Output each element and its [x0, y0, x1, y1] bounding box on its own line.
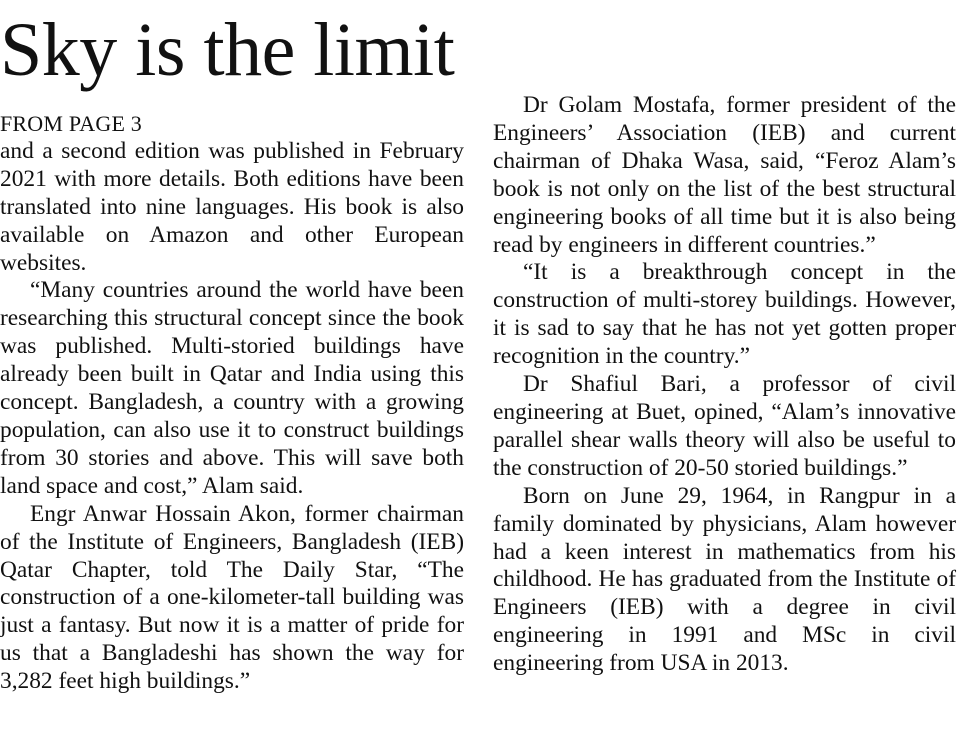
paragraph-left-3: Engr Anwar Hossain Akon, former chairman of the Institute of Engineers, Bangladesh (IEB) Qatar Chapter, told The Daily Star, “The construction of a one-kilometer-tall building was just a fantasy. But now it is a matter of pride for us that a Bangladeshi has shown the way for 3,282 feet high buildings.” [0, 500, 464, 695]
paragraph-right-3: Dr Shafiul Bari, a professor of civil engineering at Buet, opined, “Alam’s innovative parallel shear walls theory will also be useful to the construction of 20-50 storied buildings.” [493, 371, 956, 481]
paragraph-left-2: “Many countries around the world have been researching this structural concept since the book was published. Multi-storied buildings have already been built in Qatar and India using this concept. Bangladesh, a country with a growing population, can also use it to construct buildings from 30 stories and above. This will save both land space and cost,” Alam said. [0, 277, 464, 499]
dateline: FROM PAGE 3 [0, 111, 142, 136]
paragraph-right-2: “It is a breakthrough concept in the construction of multi-storey buildings. However, it is sad to say that he has not yet gotten proper recognition in the country.” [493, 259, 956, 370]
paragraph-right-1: Dr Golam Mostafa, former president of the Engineers’ Association (IEB) and current chairman of Dhaka Wasa, said, “Feroz Alam’s book is not only on the list of the best structural engineering books of all time but it is also being read by engineers in different countries.” [493, 92, 956, 258]
article-column-right [493, 92, 956, 678]
paragraph-right-4: Born on June 29, 1964, in Rangpur in a family dominated by physicians, Alam however had a keen interest in mathematics from his childhood. He has graduated from the Institute of Engineers (IEB) with a degree in civil engineering in 1991 and MSc in civil engineering from USA in 2013. [493, 482, 956, 677]
paragraph-left-1: and a second edition was published in February 2021 with more details. Both editions have been translated into nine languages. His book is also available on Amazon and other European websites. [0, 137, 464, 276]
headline: Sky is the limit [0, 8, 455, 92]
article-column-left [0, 110, 464, 696]
